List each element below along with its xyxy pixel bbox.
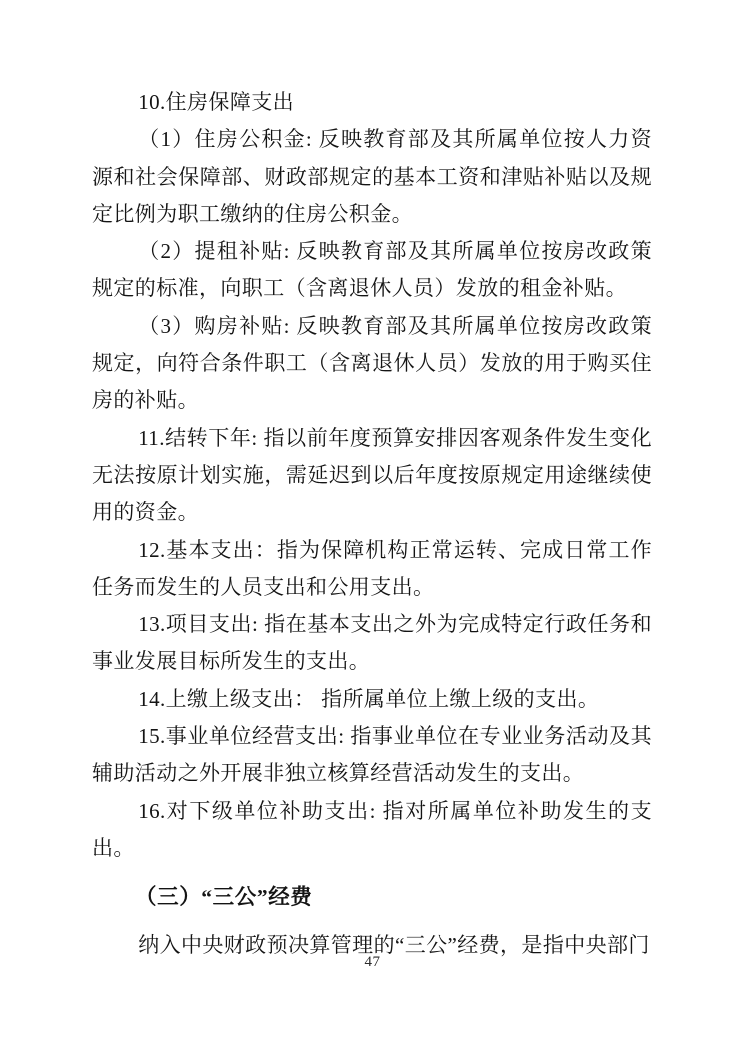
paragraph-housing-fund: （1）住房公积金: 反映教育部及其所属单位按人力资源和社会保障部、财政部规定的基本工资和津贴补贴以及规定比例为职工缴纳的住房公积金。 [92,127,652,226]
document-body [92,84,652,964]
page-number: 47 [364,954,381,970]
paragraph-operating-expenditure: 15.事业单位经营支出: 指事业单位在专业业务活动及其辅助活动之外开展非独立核算经营活动发生的支出。 [92,724,652,786]
paragraph-subordinate-subsidy: 16.对下级单位补助支出: 指对所属单位补助发生的支出。 [92,798,652,860]
paragraph-project-expenditure: 13.项目支出: 指在基本支出之外为完成特定行政任务和事业发展目标所发生的支出。 [92,612,652,674]
paragraph-upward-payment: 14.上缴上级支出： 指所属单位上缴上级的支出。 [138,686,600,711]
section-heading-three-public-funds: （三）“三公”经费 [135,885,313,910]
paragraph-purchase-subsidy: （3）购房补贴: 反映教育部及其所属单位按房改政策规定，向符合条件职工（含离退休人员）发放的用于购买住房的补贴。 [92,313,652,413]
paragraph-carryover-funds: 11.结转下年: 指以前年度预算安排因客观条件发生变化无法按原计划实施，需延迟到以后年度按原规定用途继续使用的资金。 [92,425,652,525]
paragraph-rent-subsidy: （2）提租补贴: 反映教育部及其所属单位按房改政策规定的标准，向职工（含离退休人员）发放的租金补贴。 [92,239,652,301]
paragraph-housing-support: 10.住房保障支出 [138,90,295,114]
paragraph-three-public-intro: 纳入中央财政预决算管理的“三公”经费，是指中央部门 [138,932,650,957]
paragraph-basic-expenditure: 12.基本支出：指为保障机构正常运转、完成日常工作任务而发生的人员支出和公用支出。 [92,537,652,599]
